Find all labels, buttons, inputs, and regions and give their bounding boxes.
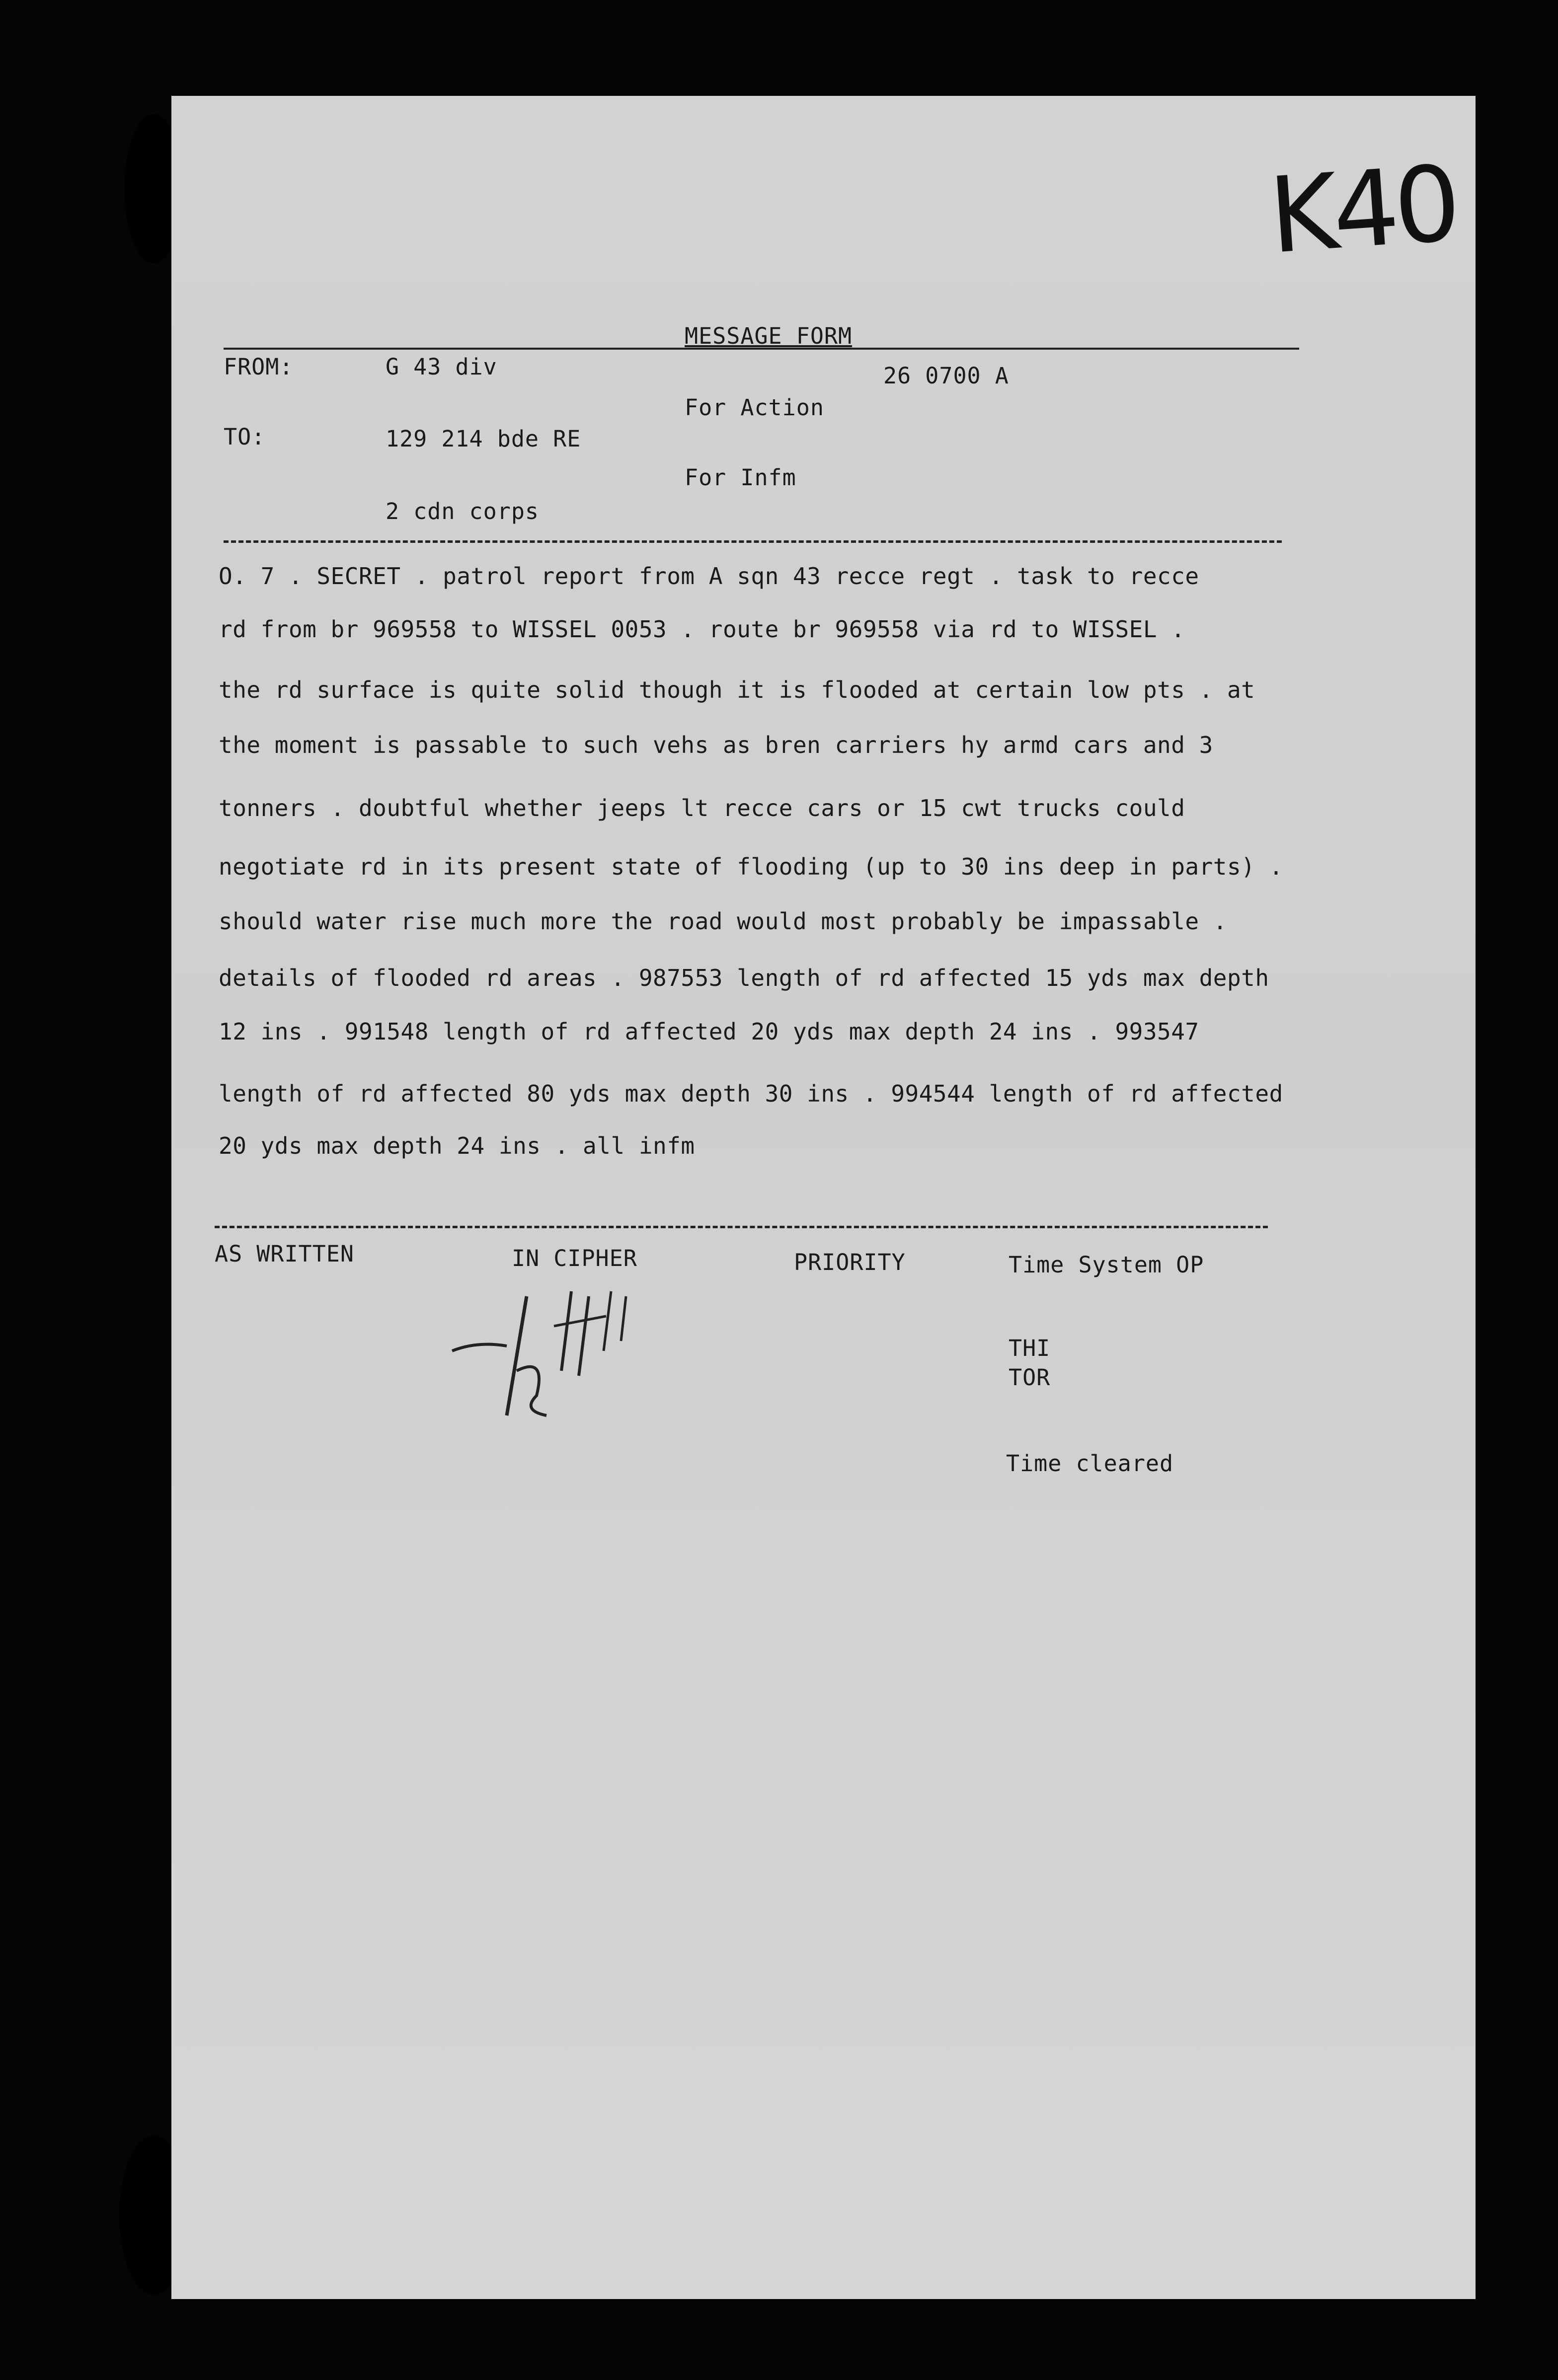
to-value-2: 2 cdn corps — [386, 498, 540, 524]
priority-label: PRIORITY — [794, 1249, 906, 1275]
as-written-label: AS WRITTEN — [215, 1241, 354, 1267]
form-title: MESSAGE FORM — [685, 323, 853, 349]
message-line: details of flooded rd areas . 987553 length of rd affected 15 yds max depth — [219, 965, 1269, 991]
message-line: negotiate rd in its present state of flooding (up to 30 ins deep in parts) . — [219, 853, 1283, 880]
to-value: 129 214 bde RE — [386, 426, 581, 452]
datetime-group: 26 0700 A — [883, 363, 1009, 389]
message-line: rd from br 969558 to WISSEL 0053 . route br 969558 via rd to WISSEL . — [219, 616, 1185, 643]
header-bottom-rule — [224, 540, 1282, 543]
in-cipher-label: IN CIPHER — [512, 1245, 637, 1271]
header-top-rule — [224, 348, 1299, 350]
handwritten-initials — [447, 1286, 676, 1435]
for-info-label: For Infm — [685, 464, 796, 491]
thi-label: THI — [1009, 1335, 1051, 1361]
from-label: FROM: — [224, 354, 294, 380]
message-line: the rd surface is quite solid though it is flooded at certain low pts . at — [219, 676, 1255, 703]
message-line: the moment is passable to such vehs as bren carriers hy armd cars and 3 — [219, 732, 1213, 758]
tor-label: TOR — [1009, 1364, 1051, 1391]
message-line: O. 7 . SECRET . patrol report from A sqn 43 recce regt . task to recce — [219, 563, 1199, 590]
footer-rule — [215, 1226, 1268, 1228]
message-form-sheet — [171, 96, 1476, 2299]
message-line: 20 yds max depth 24 ins . all infm — [219, 1132, 695, 1159]
reference-mark: K40 — [1265, 143, 1460, 277]
to-label: TO: — [224, 424, 266, 450]
message-line: length of rd affected 80 yds max depth 30 ins . 994544 length of rd affected — [219, 1080, 1283, 1107]
message-line: 12 ins . 991548 length of rd affected 20 yds max depth 24 ins . 993547 — [219, 1018, 1199, 1045]
from-value: G 43 div — [386, 354, 497, 380]
for-action-label: For Action — [685, 394, 824, 421]
message-line: tonners . doubtful whether jeeps lt recce cars or 15 cwt trucks could — [219, 795, 1185, 821]
time-cleared-label: Time cleared — [1006, 1450, 1174, 1477]
time-system-label: Time System OP — [1009, 1252, 1204, 1278]
message-line: should water rise much more the road would most probably be impassable . — [219, 908, 1227, 935]
